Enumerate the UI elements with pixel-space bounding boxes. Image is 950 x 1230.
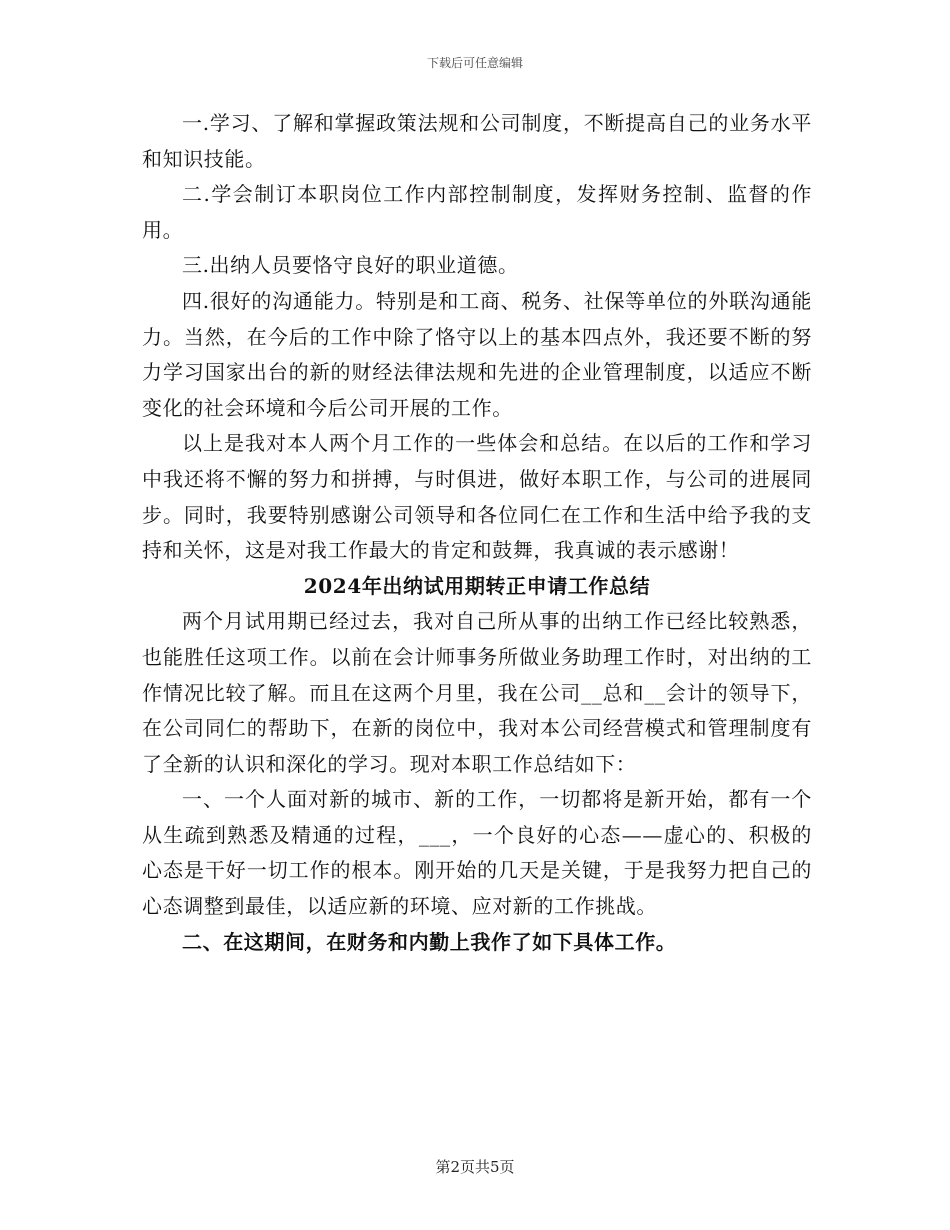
paragraph-point-1: 一.学习、了解和掌握政策法规和公司制度，不断提高自己的业务水平和知识技能。 [142, 111, 812, 171]
paragraph-section-1: 一、一个人面对新的城市、新的工作，一切都将是新开始，都有一个从生疏到熟悉及精通的过程，___，一个良好的心态——虚心的、积极的心态是干好一切工作的根本。刚开始的几天是关键，于是我努力把自己的心态调整到最佳，以适应新的环境、应对新的工作挑战。 [142, 787, 812, 919]
paragraph-point-4: 四.很好的沟通能力。特别是和工商、税务、社保等单位的外联沟通能力。当然，在今后的工作中除了恪守以上的基本四点外，我还要不断的努力学习国家出台的新的财经法律法规和先进的企业管理制度，以适应不断变化的社会环境和今后公司开展的工作。 [142, 288, 812, 420]
bold-heading: 二、在这期间，在财务和内勤上我作了如下具体工作。 [182, 929, 677, 954]
section-title: 2024年出纳试用期转正申请工作总结 [303, 573, 651, 598]
paragraph-point-3: 三.出纳人员要恪守良好的职业道德。 [182, 253, 519, 278]
paragraph-intro: 两个月试用期已经过去，我对自己所从事的出纳工作已经比较熟悉，也能胜任这项工作。以前在会计师事务所做业务助理工作时，对出纳的工作情况比较了解。而且在这两个月里，我在公司__总和__会计的领导下，在公司同仁的帮助下，在新的岗位中，我对本公司经营模式和管理制度有了全新的认识和深化的学习。现对本职工作总结如下： [142, 609, 812, 776]
paragraph-conclusion: 以上是我对本人两个月工作的一些体会和总结。在以后的工作和学习中我还将不懈的努力和拼搏，与时俱进，做好本职工作，与公司的进展同步。同时，我要特别感谢公司领导和各位同仁在工作和生活中给予我的支持和关怀，这是对我工作最大的肯定和鼓舞，我真诚的表示感谢！ [142, 431, 812, 563]
page-number: 第2页共5页 [435, 1158, 515, 1176]
document-body [142, 106, 812, 960]
paragraph-point-2: 二.学会制订本职岗位工作内部控制制度，发挥财务控制、监督的作用。 [142, 182, 812, 242]
header-note: 下载后可任意编辑 [426, 56, 523, 70]
